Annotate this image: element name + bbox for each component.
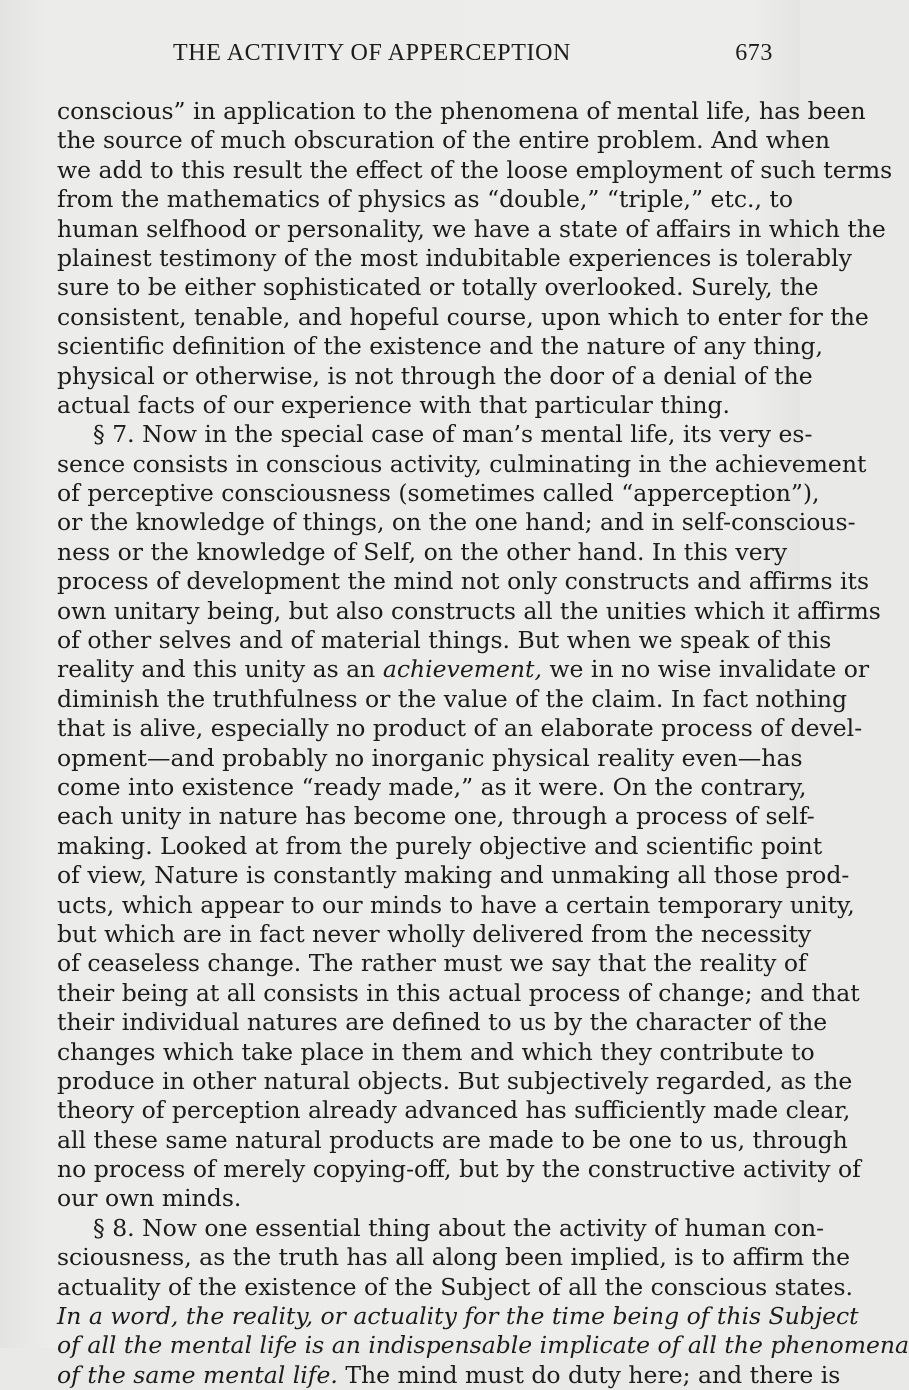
text-line: ness or the knowledge of Self, on the other hand. In this very: [57, 537, 788, 566]
text-line-achievement: [57, 655, 870, 684]
text-line: theory of perception already advanced has sufficiently made clear,: [57, 1096, 851, 1125]
text-line: come into existence “ready made,” as it were. On the contrary,: [57, 772, 807, 801]
text-line: their being at all consists in this actual process of change; and that: [57, 978, 860, 1007]
line-start: reality and this unity as an: [57, 655, 376, 684]
text-line-mixed: [57, 1360, 841, 1390]
text-line: all these same natural products are made to be one to us, through: [57, 1125, 848, 1154]
text-line: own unitary being, but also constructs all the unities which it affirms: [57, 596, 881, 625]
text-line: each unity in nature has become one, through a process of self-: [57, 802, 815, 831]
text-line: of view, Nature is constantly making and unmaking all those prod-: [57, 861, 850, 890]
text-line: the source of much obscuration of the entire problem. And when: [57, 126, 830, 155]
text-line: sure to be either sophisticated or totally overlooked. Surely, the: [57, 273, 819, 302]
emphasis-achievement: achievement,: [382, 655, 542, 684]
running-title: THE ACTIVITY OF APPERCEPTION: [173, 40, 571, 66]
text-line: making. Looked at from the purely objective and scientific point: [57, 831, 823, 860]
text-line-italic: In a word, the reality, or actuality for the time being of this Subject: [57, 1302, 859, 1331]
line-end: we in no wise invalidate or: [541, 655, 870, 684]
text-line: actuality of the existence of the Subject of all the conscious states.: [57, 1272, 854, 1301]
body-text: [57, 97, 909, 1390]
text-line: that is alive, especially no product of an elaborate process of devel-: [57, 714, 863, 743]
text-line: human selfhood or personality, we have a state of affairs in which the: [57, 214, 886, 243]
line-end: The mind must do duty here; and there is: [337, 1360, 841, 1389]
text-line: of perceptive consciousness (sometimes called “apperception”),: [57, 479, 820, 508]
text-line: opment—and probably no inorganic physical reality even—has: [57, 743, 803, 772]
emphasis-phrase: of the same mental life.: [57, 1360, 338, 1389]
text-line: consistent, tenable, and hopeful course, upon which to enter for the: [57, 302, 869, 331]
text-line: actual facts of our experience with that particular thing.: [57, 390, 731, 419]
text-line: their individual natures are defined to us by the character of the: [57, 1008, 828, 1037]
text-line: of ceaseless change. The rather must we say that the reality of: [57, 949, 807, 978]
text-line: conscious” in application to the phenomena of mental life, has been: [57, 97, 866, 125]
text-line: changes which take place in them and which they contribute to: [57, 1037, 815, 1066]
section-7-heading-line: § 7. Now in the special case of man’s mental life, its very es-: [93, 420, 813, 449]
page-number: 673: [735, 40, 773, 66]
running-head: [173, 40, 773, 74]
text-line: scientific definition of the existence and the nature of any thing,: [57, 332, 823, 361]
text-line: from the mathematics of physics as “double,” “triple,” etc., to: [57, 185, 793, 214]
text-line: of other selves and of material things. But when we speak of this: [57, 626, 832, 655]
text-line: process of development the mind not only constructs and affirms its: [57, 567, 870, 596]
text-line: but which are in fact never wholly delivered from the necessity: [57, 919, 812, 948]
text-line: no process of merely copying-off, but by the constructive activity of: [57, 1155, 861, 1184]
text-line: diminish the truthfulness or the value of the claim. In fact nothing: [57, 684, 848, 713]
text-line: physical or otherwise, is not through the door of a denial of the: [57, 361, 813, 390]
text-line: sciousness, as the truth has all along been implied, is to affirm the: [57, 1243, 851, 1272]
section-8-heading-line: § 8. Now one essential thing about the activity of human con-: [93, 1213, 825, 1242]
text-line: or the knowledge of things, on the one hand; and in self-conscious-: [57, 508, 856, 537]
text-line: our own minds.: [57, 1184, 242, 1213]
text-line: produce in other natural objects. But subjectively regarded, as the: [57, 1066, 853, 1095]
text-line-italic: of all the mental life is an indispensable implicate of all the phenomena: [57, 1331, 909, 1360]
text-line: plainest testimony of the most indubitable experiences is tolerably: [57, 243, 852, 272]
text-line: sence consists in conscious activity, culminating in the achievement: [57, 449, 867, 478]
text-line: we add to this result the effect of the loose employment of such terms: [57, 155, 893, 184]
text-line: ucts, which appear to our minds to have a certain temporary unity,: [57, 890, 855, 919]
